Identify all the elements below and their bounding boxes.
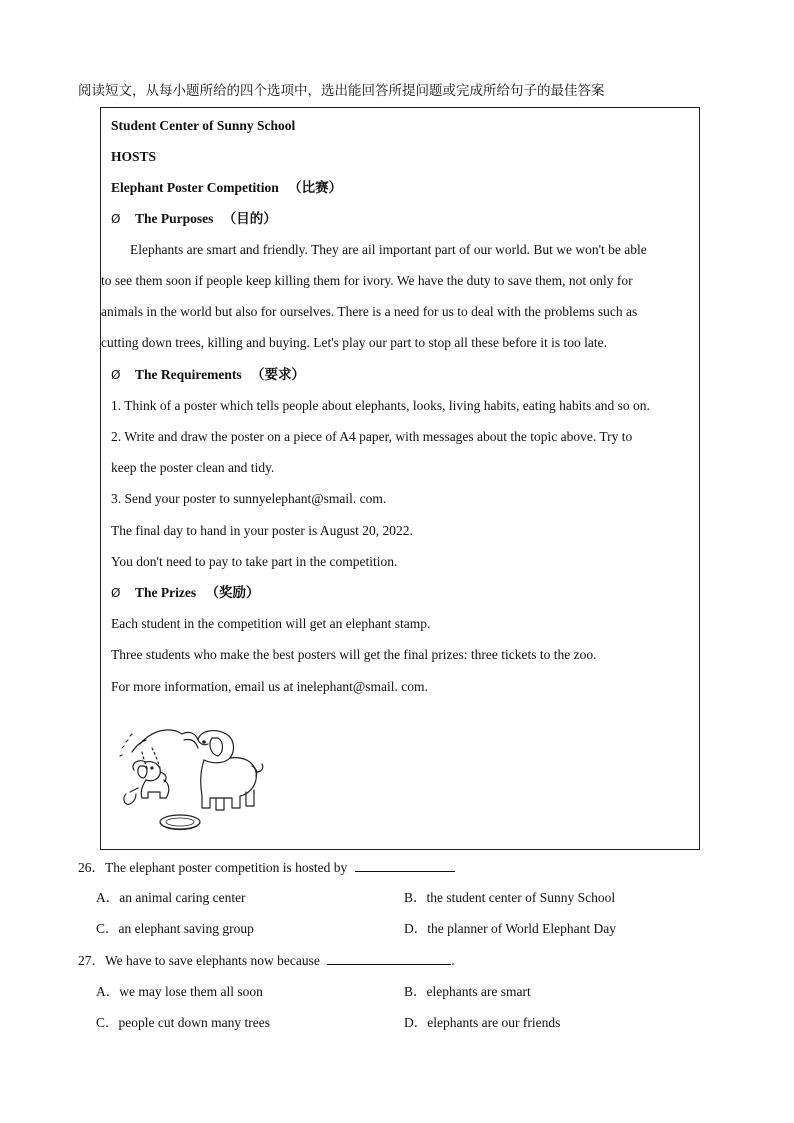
purposes-title: The Purposes [135, 211, 214, 226]
prizes-heading [111, 584, 259, 602]
purposes-line: Elephants are smart and friendly. They are ail important part of our world. But we won't be able [130, 242, 647, 257]
option-b[interactable]: B．the student center of Sunny School [404, 890, 616, 905]
requirements-heading [111, 366, 305, 384]
question-stem: The elephant poster competition is hosted by [105, 860, 348, 875]
requirement-line: 2. Write and draw the poster on a piece of A4 paper, with messages about the topic above. Try to [111, 429, 633, 444]
prizes-cn: （奖励） [205, 585, 260, 601]
elephant-illustration [112, 722, 272, 840]
bullet-icon: Ø [111, 212, 121, 226]
requirement-line: The final day to hand in your poster is August 20, 2022. [111, 523, 413, 538]
instruction-text: 阅读短文，从每小题所给的四个选项中，选出能回答所提问题或完成所给句子的最佳答案 [78, 83, 605, 99]
bullet-icon: Ø [111, 586, 121, 600]
competition-cn: （比赛） [288, 180, 343, 196]
question-number: 26． [78, 860, 105, 875]
option-d[interactable]: D．elephants are our friends [404, 1015, 561, 1030]
purposes-line: to see them soon if people keep killing them for ivory. We have the duty to save them, not only for [101, 273, 633, 288]
option-c[interactable]: C．people cut down many trees [96, 1015, 270, 1030]
option-c[interactable]: C．an elephant saving group [96, 921, 254, 936]
prizes-title: The Prizes [135, 585, 197, 600]
requirements-title: The Requirements [135, 367, 242, 382]
question-end: . [451, 953, 455, 968]
prize-line: Three students who make the best posters will get the final prizes: three tickets to the zoo. [111, 647, 597, 662]
notice-hosts: HOSTS [111, 149, 157, 164]
question-stem: We have to save elephants now because [105, 953, 320, 968]
requirement-line: keep the poster clean and tidy. [111, 460, 275, 475]
option-a[interactable]: A．we may lose them all soon [96, 984, 263, 999]
competition-heading [111, 179, 342, 197]
option-d[interactable]: D．the planner of World Elephant Day [404, 921, 616, 936]
answer-blank[interactable] [327, 951, 451, 965]
question-number: 27． [78, 953, 105, 968]
prize-line: Each student in the competition will get an elephant stamp. [111, 616, 431, 631]
notice-title: Student Center of Sunny School [111, 118, 296, 133]
question-27 [78, 951, 455, 970]
requirement-line: 3. Send your poster to sunnyelephant@smail. com. [111, 491, 387, 506]
option-b[interactable]: B．elephants are smart [404, 984, 531, 999]
competition-title: Elephant Poster Competition [111, 180, 279, 195]
answer-blank[interactable] [355, 858, 455, 872]
purposes-cn: （目的） [222, 211, 277, 227]
purposes-line: animals in the world but also for ourselves. There is a need for us to deal with the problems such as [101, 304, 638, 319]
option-a[interactable]: A．an animal caring center [96, 890, 246, 905]
purposes-line: cutting down trees, killing and buying. Let's play our part to stop all these before it is too late. [101, 335, 607, 350]
prize-line: For more information, email us at inelephant@smail. com. [111, 679, 428, 694]
purposes-heading [111, 210, 277, 228]
bullet-icon: Ø [111, 368, 121, 382]
requirements-cn: （要求） [251, 367, 305, 383]
requirement-line: 1. Think of a poster which tells people about elephants, looks, living habits, eating habits and so on. [111, 398, 650, 413]
requirement-line: You don't need to pay to take part in the competition. [111, 554, 398, 569]
question-26 [78, 858, 455, 877]
